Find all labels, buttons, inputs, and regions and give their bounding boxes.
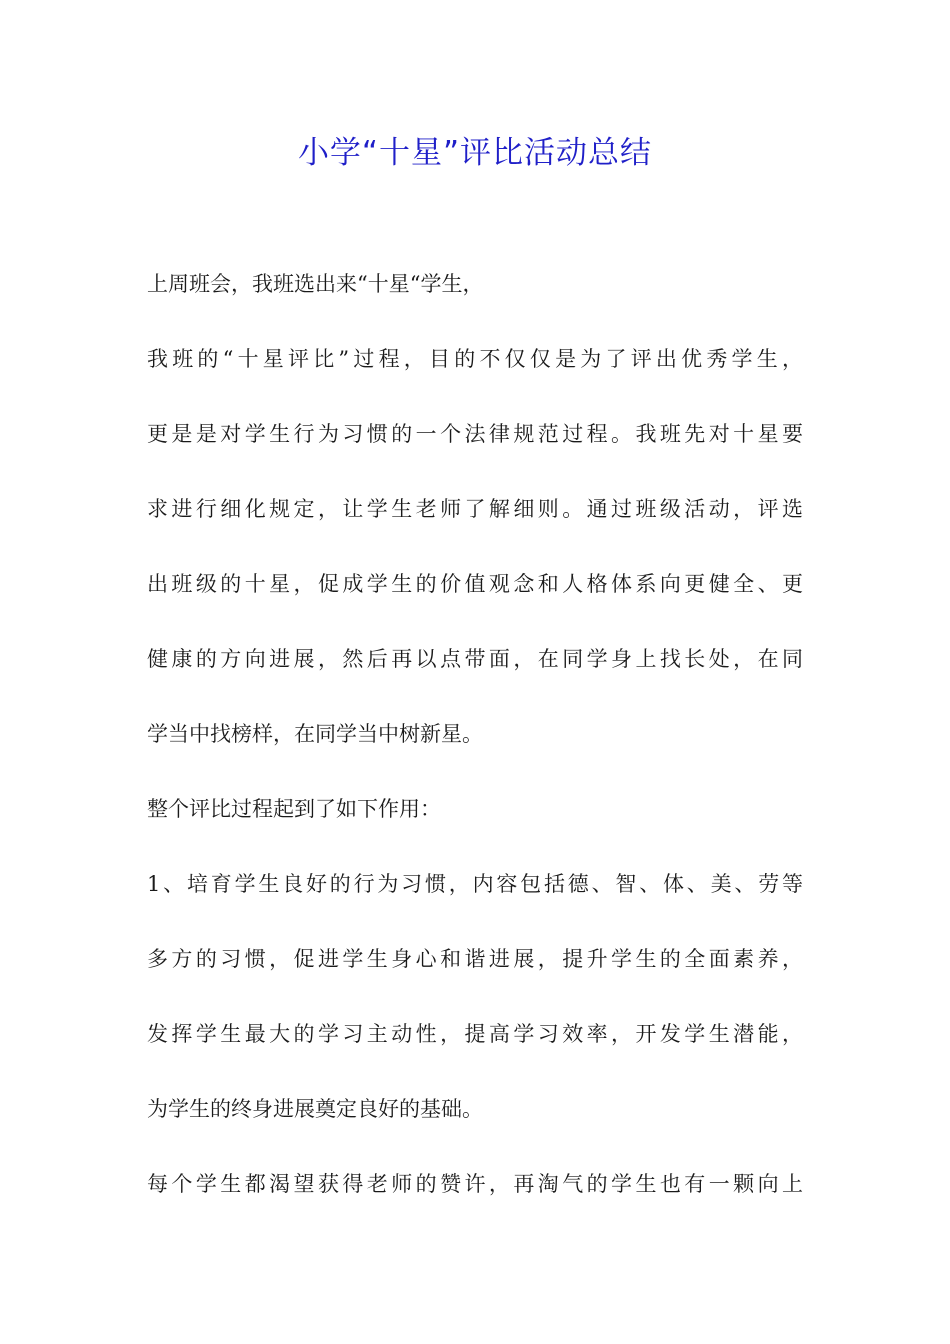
- paragraph-line: 每个学生都渴望获得老师的赞许，再淘气的学生也有一颗向上: [147, 1172, 803, 1196]
- paragraph-line: 更是是对学生行为习惯的一个法律规范过程。我班先对十星要: [147, 422, 803, 446]
- paragraph-line: 多方的习惯，促进学生身心和谐进展，提升学生的全面素养，: [147, 947, 803, 971]
- paragraph-line: 健康的方向进展，然后再以点带面，在同学身上找长处，在同: [147, 647, 803, 671]
- paragraph-line: 上周班会，我班选出来“十星“学生，: [147, 272, 484, 296]
- paragraph-line: 1、培育学生良好的行为习惯，内容包括德、智、体、美、劳等: [147, 872, 803, 896]
- paragraph-line: 学当中找榜样，在同学当中树新星。: [147, 722, 483, 746]
- paragraph-line: 我班的“十星评比”过程，目的不仅仅是为了评出优秀学生，: [147, 347, 803, 371]
- paragraph-line: 发挥学生最大的学习主动性，提高学习效率，开发学生潜能，: [147, 1022, 803, 1046]
- paragraph-line: 求进行细化规定，让学生老师了解细则。通过班级活动，评选: [147, 497, 803, 521]
- paragraph-line: 出班级的十星，促成学生的价值观念和人格体系向更健全、更: [147, 572, 803, 596]
- paragraph-line: 整个评比过程起到了如下作用：: [147, 797, 441, 821]
- paragraph-line: 为学生的终身进展奠定良好的基础。: [147, 1097, 483, 1121]
- document-title: 小学“十星”评比活动总结: [297, 135, 653, 171]
